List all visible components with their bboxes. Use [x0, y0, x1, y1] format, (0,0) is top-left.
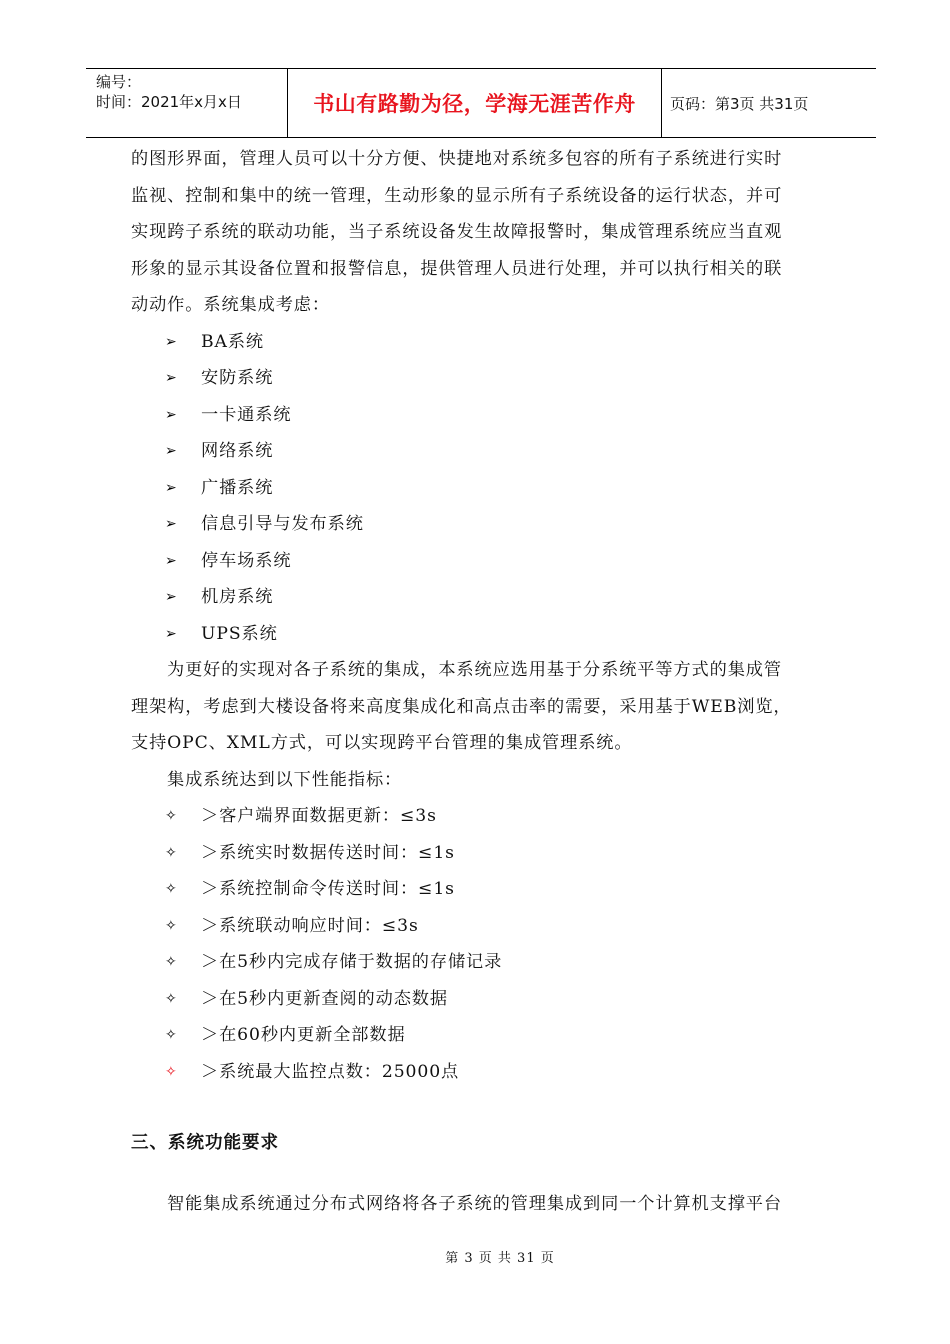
list-item — [131, 324, 831, 361]
list-item-text: ＞系统实时数据传送时间：≤1s — [201, 842, 455, 863]
subsystem-list — [131, 324, 831, 653]
diamond-bullet-icon: ✧ — [165, 881, 178, 897]
list-item — [131, 433, 831, 470]
diamond-bullet-icon: ✧ — [165, 1027, 178, 1043]
list-item-text: ＞在60秒内更新全部数据 — [201, 1025, 406, 1045]
intro-paragraph — [131, 141, 831, 324]
list-item — [131, 944, 831, 981]
architecture-paragraph — [131, 652, 831, 762]
diamond-bullet-icon: ✧ — [165, 954, 178, 970]
list-item-text: ＞客户端界面数据更新：≤3s — [201, 806, 437, 826]
list-item-text: 安防系统 — [201, 368, 274, 388]
architecture-line: 支持OPC、XML方式，可以实现跨平台管理的集成管理系统。 — [131, 733, 633, 753]
list-item-text: 机房系统 — [201, 587, 274, 607]
list-item-text: UPS系统 — [201, 623, 278, 644]
intro-line: 动动作。系统集成考虑： — [131, 295, 330, 315]
diamond-bullet-icon: ✧ — [165, 844, 178, 861]
arrow-bullet-icon: ➢ — [165, 552, 178, 569]
list-item — [131, 506, 831, 543]
list-item-text: ＞系统最大监控点数：25000点 — [201, 1061, 460, 1082]
header-meta — [86, 69, 288, 137]
list-item-text: 一卡通系统 — [201, 404, 292, 425]
function-paragraph: 智能集成系统通过分布式网络将各子系统的管理集成到同一个计算机支撑平台 — [167, 1194, 782, 1214]
diamond-bullet-icon: ✧ — [165, 1063, 178, 1080]
arrow-bullet-icon: ➢ — [165, 625, 178, 642]
arrow-bullet-icon: ➢ — [165, 406, 178, 423]
list-item — [131, 981, 831, 1018]
performance-intro: 集成系统达到以下性能指标： — [167, 769, 403, 790]
list-item — [131, 798, 831, 835]
list-item-text: 广播系统 — [201, 477, 274, 498]
intro-line: 实现跨子系统的联动功能，当子系统设备发生故障报警时，集成管理系统应当直观 — [131, 222, 783, 242]
architecture-line: 为更好的实现对各子系统的集成，本系统应选用基于分系统平等方式的集成管 — [167, 660, 782, 680]
performance-metrics-list — [131, 798, 831, 1090]
section-heading: 三、系统功能要求 — [131, 1133, 279, 1153]
intro-line: 形象的显示其设备位置和报警信息，提供管理人员进行处理，并可以执行相关的联 — [131, 258, 783, 279]
document-number: 编号： — [96, 73, 142, 91]
list-item — [131, 835, 831, 872]
diamond-bullet-icon: ✧ — [165, 917, 178, 934]
header-motto: 书山有路勤为径，学海无涯苦作舟 — [288, 69, 662, 137]
arrow-bullet-icon: ➢ — [165, 333, 178, 350]
arrow-bullet-icon: ➢ — [165, 516, 178, 532]
arrow-bullet-icon: ➢ — [165, 589, 178, 605]
diamond-bullet-icon: ✧ — [165, 808, 178, 824]
intro-line: 监视、控制和集中的统一管理，生动形象的显示所有子系统设备的运行状态，并可 — [131, 185, 783, 206]
diamond-bullet-icon: ✧ — [165, 990, 178, 1007]
list-item — [131, 397, 831, 434]
document-time: 时间：2021年x月x日 — [96, 93, 242, 111]
list-item — [131, 470, 831, 507]
list-item-text: 信息引导与发布系统 — [201, 514, 364, 534]
list-item — [131, 908, 831, 945]
list-item — [131, 360, 831, 397]
list-item — [131, 579, 831, 616]
page-footer: 第 3 页 共 31 页 — [445, 1251, 555, 1266]
main-content — [131, 141, 831, 1090]
arrow-bullet-icon: ➢ — [165, 443, 178, 459]
intro-line: 的图形界面，管理人员可以十分方便、快捷地对系统多包容的所有子系统进行实时 — [131, 149, 783, 169]
arrow-bullet-icon: ➢ — [165, 370, 178, 386]
list-item-text: ＞在5秒内完成存储于数据的存储记录 — [201, 952, 503, 972]
arrow-bullet-icon: ➢ — [165, 479, 178, 496]
list-item — [131, 871, 831, 908]
list-item — [131, 543, 831, 580]
list-item-text: ＞系统控制命令传送时间：≤1s — [201, 879, 455, 899]
header-page-number: 页码：第3页 共31页 — [670, 94, 809, 113]
list-item-text: ＞系统联动响应时间：≤3s — [201, 915, 419, 936]
list-item-text: ＞在5秒内更新查阅的动态数据 — [201, 988, 448, 1009]
list-item-text: 网络系统 — [201, 441, 274, 461]
architecture-line: 理架构，考虑到大楼设备将来高度集成化和高点击率的需要，采用基于WEB浏览， — [131, 696, 792, 717]
list-item-text: BA系统 — [201, 331, 265, 352]
page-header — [86, 68, 876, 138]
list-item — [131, 1054, 831, 1091]
list-item-text: 停车场系统 — [201, 550, 292, 571]
list-item — [131, 616, 831, 653]
list-item — [131, 1017, 831, 1054]
